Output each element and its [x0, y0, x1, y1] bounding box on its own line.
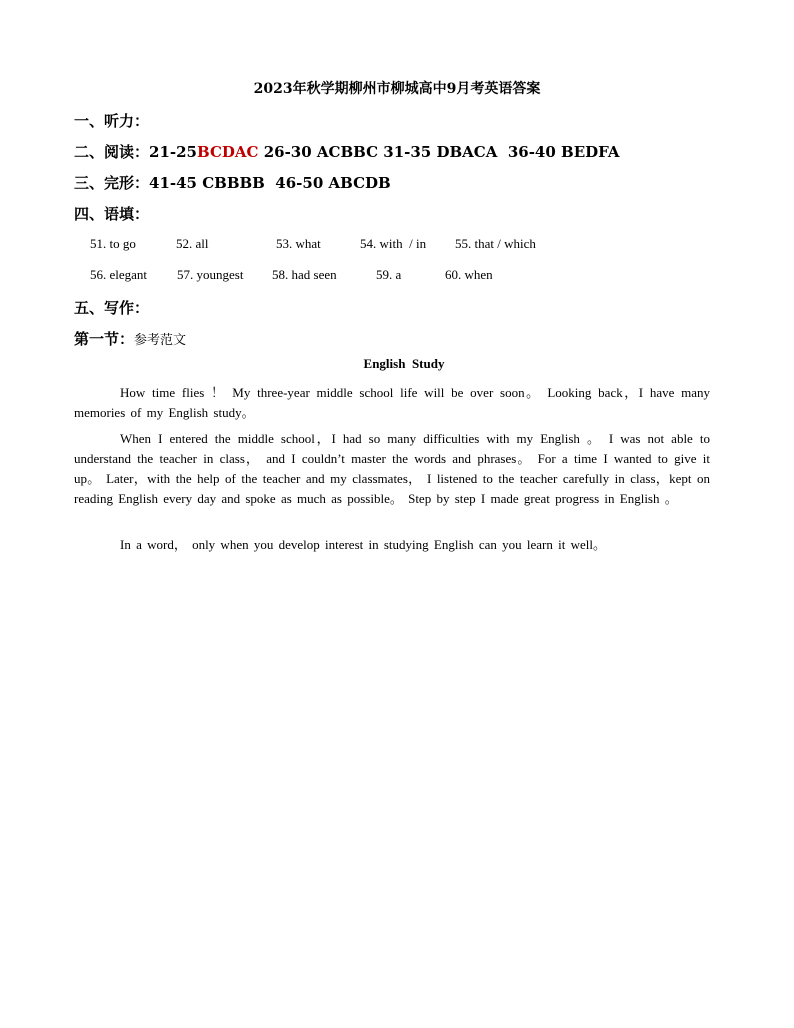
page-title: 2023年秋学期柳州市柳城高中9月考英语答案: [253, 81, 541, 97]
grammar-answer: 52. all: [176, 236, 209, 251]
grammar-answer: 59. a: [376, 267, 402, 282]
reading-answers: 26-30 ACBBC 31-35 DBACA 36-40 BEDFA: [258, 143, 620, 161]
section-label: 二、阅读：: [74, 143, 150, 161]
grammar-answer: 54. with / in: [360, 236, 427, 251]
grammar-answer: 55. that / which: [455, 236, 536, 251]
section-part1: [74, 328, 186, 349]
essay-paragraph: When I entered the middle school，I had so many difficulties with my English 。 I was not able to understand the teacher in class， and I couldn’t master the words and phrases。 For a time I wanted to give it up。 Later，with the help of the teacher and my classmates， I listened to the teacher carefully in class，kept on reading English every day and spoke as much as possible。 Step by step I made great progress in English 。: [74, 431, 710, 506]
section-label: 四、语填：: [74, 205, 150, 223]
section-reading: [74, 141, 620, 162]
part-label: 第一节：: [74, 330, 135, 348]
section-cloze: [74, 172, 391, 193]
grammar-answer: 58. had seen: [272, 267, 337, 282]
part-sublabel: 参考范文: [134, 333, 187, 348]
essay-paragraph: In a word， only when you develop interest in studying English can you learn it well。: [120, 537, 606, 552]
section-grammar: [74, 203, 149, 224]
grammar-answer: 53. what: [276, 236, 321, 251]
section-label: 一、听力：: [74, 112, 150, 130]
reading-range-prefix: 21-25: [149, 143, 197, 161]
grammar-answer: 51. to go: [90, 236, 136, 251]
section-label: 五、写作：: [74, 299, 150, 317]
section-writing: [74, 297, 149, 318]
section-listening: [74, 110, 149, 131]
essay-title: English Study: [363, 356, 445, 371]
section-label: 三、完形：: [74, 174, 150, 192]
grammar-answer: 56. elegant: [90, 267, 148, 282]
essay-paragraph: How time flies ！ My three-year middle school life will be over soon。 Looking back，I have many memories of my English study。: [74, 385, 710, 420]
reading-highlight-answers: BCDAC: [197, 143, 259, 161]
cloze-answers: 41-45 CBBBB 46-50 ABCDB: [149, 174, 391, 192]
grammar-answer: 57. youngest: [177, 267, 244, 282]
grammar-answer: 60. when: [445, 267, 493, 282]
